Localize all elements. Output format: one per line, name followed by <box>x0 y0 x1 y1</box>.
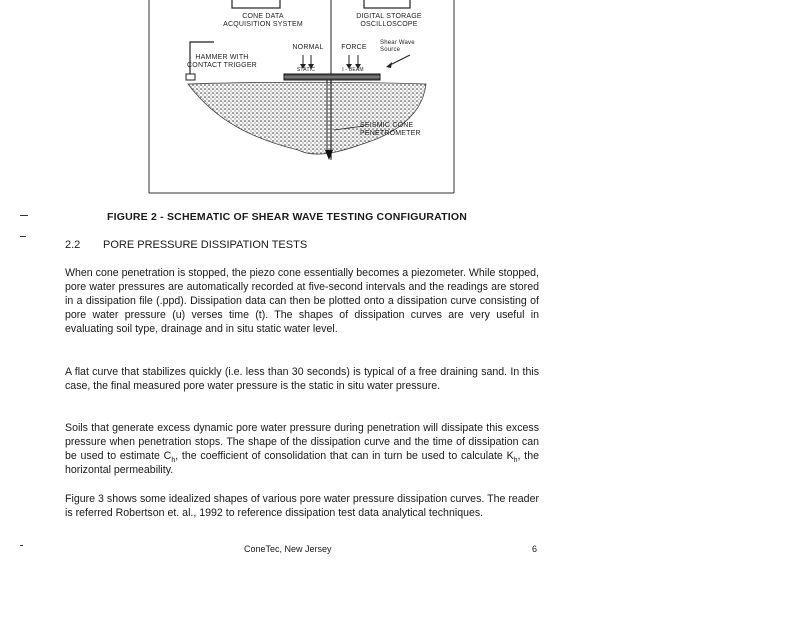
subscript-h: h <box>513 457 518 465</box>
paragraph-3-text-a: Soils that generate excess dynamic pore water pressure during penetration will dissipate this excess pressure when penetration stops. The shape of the dissipation curve and the time of dissipation can be used to estimate C <box>65 422 539 463</box>
subscript-h: h <box>171 457 176 465</box>
section-title: PORE PRESSURE DISSIPATION TESTS <box>103 239 308 251</box>
normal-label: NORMAL <box>292 44 324 51</box>
figure-2-schematic <box>148 0 455 194</box>
seismic-cone-label: SEISMIC CONE PENETROMETER <box>360 122 421 137</box>
force-label: FORCE <box>341 44 367 51</box>
paragraph-3-text-b: , the coefficient of consolidation that can in turn be used to calculate K <box>175 450 514 463</box>
section-number: 2.2 <box>65 239 81 251</box>
footer-company: ConeTec, New Jersey <box>244 544 332 554</box>
paragraph-3 <box>65 421 539 477</box>
static-label: STATIC <box>296 67 316 73</box>
margin-mark <box>20 215 28 216</box>
cone-data-label: CONE DATA ACQUISITION SYSTEM <box>223 13 303 28</box>
margin-mark <box>20 236 26 237</box>
section-heading <box>65 239 307 251</box>
figure-caption: FIGURE 2 - SCHEMATIC OF SHEAR WAVE TESTING CONFIGURATION <box>107 211 468 223</box>
i-beam-label: I - BEAM <box>342 67 364 73</box>
paragraph-4: Figure 3 shows some idealized shapes of various pore water pressure dissipation curves. The reader is referred Robertson et. al., 1992 to reference dissipation test data analytical techniques. <box>65 493 539 520</box>
paragraph-1: When cone penetration is stopped, the piezo cone essentially becomes a piezometer. While stopped, pore water pressures are automatically recorded at five-second intervals and the readings are stored in a dissipation file (.ppd). Dissipation data can then be plotted onto a dissipation curve consisting of pore water pressure (u) verses time (t). The shapes of dissipation curves are very useful in evaluating soil type, drainage and in situ static water level. <box>65 267 539 336</box>
paragraph-3-text-c: , the horizontal permeability. <box>65 450 539 477</box>
margin-mark <box>20 545 23 546</box>
oscilloscope-label: DIGITAL STORAGE OSCILLOSCOPE <box>356 13 422 28</box>
paragraph-2: A flat curve that stabilizes quickly (i.e. less than 30 seconds) is typical of a free draining sand. In this case, the final measured pore water pressure is the static in situ water pressure. <box>65 366 539 393</box>
shear-wave-source-label: Shear Wave Source <box>380 40 415 53</box>
page-number: 6 <box>532 544 538 554</box>
hammer-label: HAMMER WITH CONTACT TRIGGER <box>187 54 257 69</box>
